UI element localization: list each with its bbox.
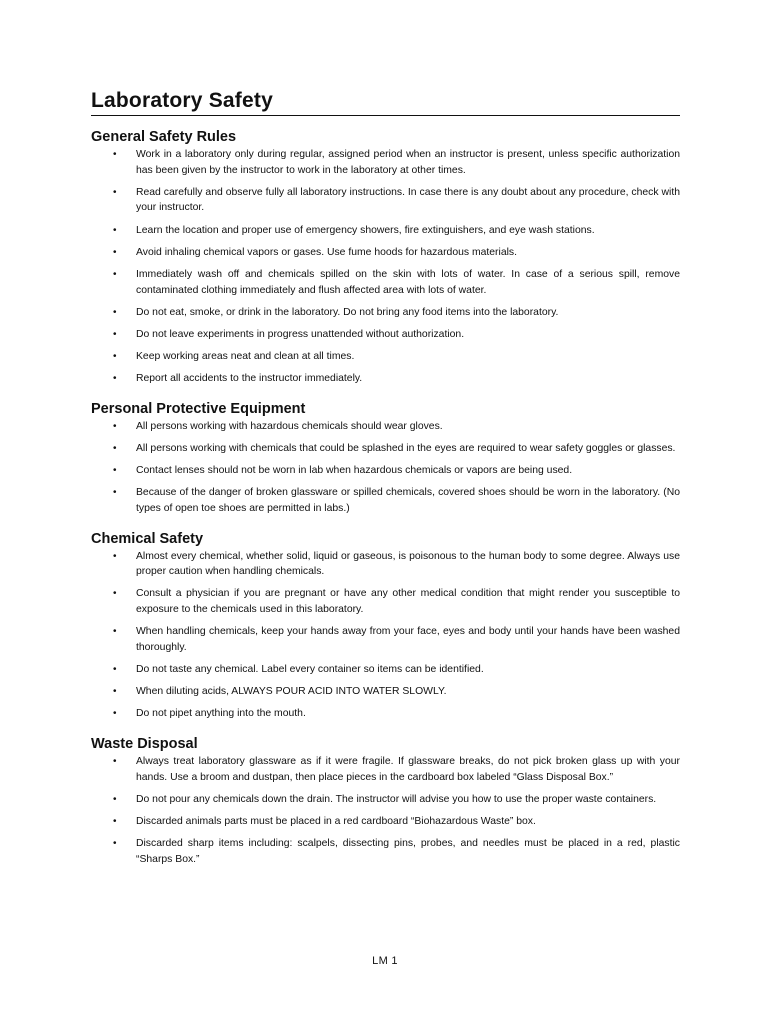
rule-item bbox=[91, 349, 680, 365]
rule-item bbox=[91, 485, 680, 516]
bullet-icon: • bbox=[113, 420, 117, 432]
bullet-icon: • bbox=[113, 328, 117, 340]
rule-list bbox=[91, 754, 680, 867]
rule-text: Consult a physician if you are pregnant or have any other medical condition that might render you susceptible to exposure to the chemicals used in this laboratory. bbox=[136, 588, 680, 615]
rule-text: All persons working with chemicals that could be splashed in the eyes are required to wear safety goggles or glasses. bbox=[136, 443, 676, 455]
section-chemical-safety bbox=[91, 531, 680, 722]
bullet-icon: • bbox=[113, 838, 117, 850]
section-heading: Chemical Safety bbox=[91, 530, 204, 547]
bullet-icon: • bbox=[113, 186, 117, 198]
rule-text: Contact lenses should not be worn in lab when hazardous chemicals or vapors are being used. bbox=[136, 465, 573, 477]
rule-item bbox=[91, 305, 680, 321]
rule-item bbox=[91, 549, 680, 580]
rule-item bbox=[91, 586, 680, 617]
section-general-safety-rules bbox=[91, 129, 680, 387]
rule-list bbox=[91, 549, 680, 722]
rule-text: Keep working areas neat and clean at all times. bbox=[136, 351, 355, 363]
rule-list bbox=[91, 419, 680, 517]
rule-text: Do not leave experiments in progress unattended without authorization. bbox=[136, 328, 465, 340]
rule-item bbox=[91, 814, 680, 830]
rule-text: Almost every chemical, whether solid, liquid or gaseous, is poisonous to the human body to some degree. Always use proper caution when handling chemicals. bbox=[136, 550, 680, 578]
rule-item bbox=[91, 267, 680, 298]
rule-item bbox=[91, 223, 680, 239]
rule-text: All persons working with hazardous chemicals should wear gloves. bbox=[136, 420, 443, 432]
rule-text: When diluting acids, ALWAYS POUR ACID INTO WATER SLOWLY. bbox=[136, 686, 447, 698]
bullet-icon: • bbox=[113, 351, 117, 363]
rule-item bbox=[91, 684, 680, 700]
page-number: LM 1 bbox=[372, 955, 398, 967]
rule-text: Avoid inhaling chemical vapors or gases. Use fume hoods for hazardous materials. bbox=[136, 246, 517, 258]
rule-item bbox=[91, 792, 680, 808]
section-waste-disposal bbox=[91, 736, 680, 867]
rule-text: Discarded animals parts must be placed in a red cardboard “Biohazardous Waste” box. bbox=[136, 815, 536, 827]
rule-list bbox=[91, 147, 680, 387]
rule-item bbox=[91, 463, 680, 479]
rule-text: Do not taste any chemical. Label every container so items can be identified. bbox=[136, 663, 484, 675]
rule-item bbox=[91, 147, 680, 178]
rule-item bbox=[91, 662, 680, 678]
rule-item bbox=[91, 706, 680, 722]
rule-text: Because of the danger of broken glassware or spilled chemicals, covered shoes should be worn in the laboratory. (No types of open toe shoes are permitted in labs.) bbox=[136, 487, 680, 515]
bullet-icon: • bbox=[113, 149, 117, 160]
document-page bbox=[91, 88, 680, 867]
bullet-icon: • bbox=[113, 663, 117, 675]
bullet-icon: • bbox=[113, 815, 117, 827]
bullet-icon: • bbox=[113, 487, 117, 499]
bullet-icon: • bbox=[113, 588, 117, 600]
bullet-icon: • bbox=[113, 550, 117, 562]
section-heading: Waste Disposal bbox=[91, 735, 198, 752]
rule-text: Always treat laboratory glassware as if it were fragile. If glassware breaks, do not pick broken glass up with your hands. Use a broom and dustpan, then place pieces in the cardboard box labeled “Glass Disposal Box.” bbox=[136, 755, 680, 783]
rule-text: Do not pipet anything into the mouth. bbox=[136, 708, 306, 720]
bullet-icon: • bbox=[113, 626, 117, 638]
rule-item bbox=[91, 836, 680, 867]
rule-item bbox=[91, 419, 680, 435]
rule-text: Do not eat, smoke, or drink in the laboratory. Do not bring any food items into the laboratory. bbox=[136, 306, 559, 318]
rule-text: When handling chemicals, keep your hands away from your face, eyes and body until your hands have been washed thoroughly. bbox=[136, 626, 680, 653]
rule-text: Do not pour any chemicals down the drain. The instructor will advise you how to use the proper waste containers. bbox=[136, 793, 657, 805]
section-personal-protective-equipment bbox=[91, 401, 680, 517]
rule-text: Learn the location and proper use of emergency showers, fire extinguishers, and eye wash stations. bbox=[136, 224, 595, 236]
section-heading: Personal Protective Equipment bbox=[91, 400, 306, 417]
rule-item bbox=[91, 754, 680, 785]
bullet-icon: • bbox=[113, 708, 117, 720]
bullet-icon: • bbox=[113, 246, 117, 258]
rule-item bbox=[91, 624, 680, 655]
bullet-icon: • bbox=[113, 686, 117, 698]
rule-item bbox=[91, 245, 680, 261]
rule-item bbox=[91, 441, 680, 457]
rule-text: Immediately wash off and chemicals spilled on the skin with lots of water. In case of a serious spill, remove contaminated clothing immediately and flush affected area with lots of water. bbox=[136, 268, 680, 296]
bullet-icon: • bbox=[113, 373, 117, 385]
rule-text: Read carefully and observe fully all laboratory instructions. In case there is any doubt about any procedure, check with your instructor. bbox=[136, 186, 680, 214]
document-title: Laboratory Safety bbox=[91, 88, 680, 116]
rule-text: Work in a laboratory only during regular, assigned period when an instructor is present, unless specific authorization has been given by the instructor to work in the laboratory at other times. bbox=[136, 149, 680, 176]
section-heading: General Safety Rules bbox=[91, 129, 237, 145]
bullet-icon: • bbox=[113, 443, 117, 455]
rule-item bbox=[91, 371, 680, 387]
rule-text: Report all accidents to the instructor immediately. bbox=[136, 373, 363, 385]
rule-item bbox=[91, 327, 680, 343]
bullet-icon: • bbox=[113, 268, 117, 280]
rule-item bbox=[91, 185, 680, 216]
rule-text: Discarded sharp items including: scalpels, dissecting pins, probes, and needles must be placed in a red, plastic “Sharps Box.” bbox=[136, 838, 680, 865]
bullet-icon: • bbox=[113, 755, 117, 767]
bullet-icon: • bbox=[113, 306, 117, 318]
bullet-icon: • bbox=[113, 793, 117, 805]
bullet-icon: • bbox=[113, 224, 117, 236]
bullet-icon: • bbox=[113, 465, 117, 477]
